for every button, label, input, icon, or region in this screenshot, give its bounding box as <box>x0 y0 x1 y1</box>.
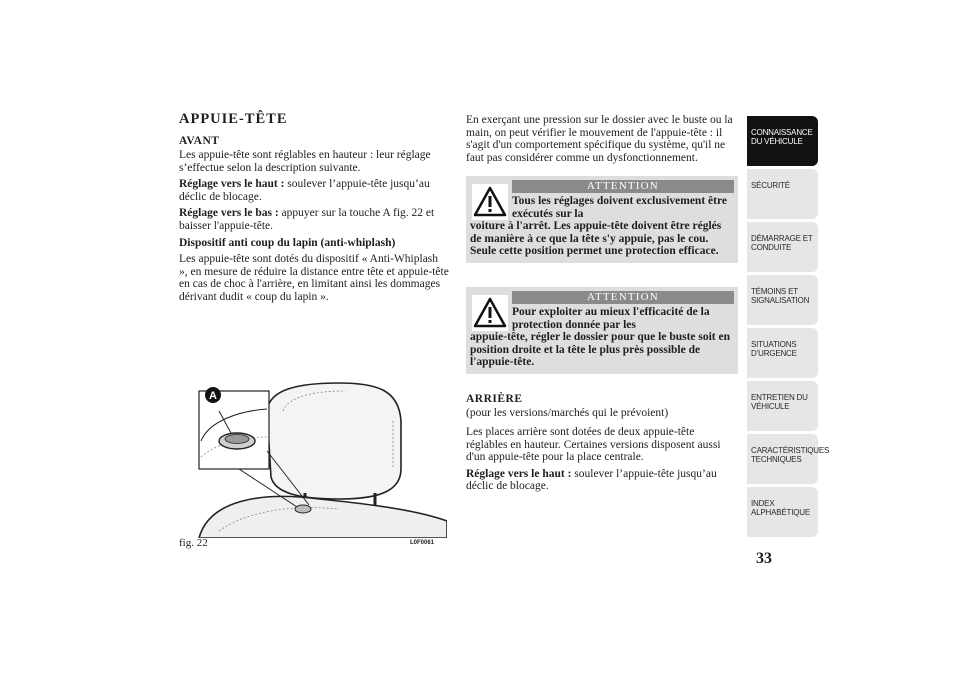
warning-box-2 <box>466 287 738 374</box>
section-title: APPUIE-TÊTE <box>179 111 288 127</box>
tab-index[interactable]: INDEX ALPHABÉTIQUE <box>747 487 818 537</box>
label-down: Réglage vers le bas : <box>179 207 279 220</box>
tab-temoins[interactable]: TÉMOINS ET SIGNALISATION <box>747 275 818 325</box>
text-rear-up: soulever l’appuie-tête jusqu’au déclic de blocage. <box>466 467 717 493</box>
text-down: appuyer sur la touche A fig. 22 et baisser l'appuie-tête. <box>179 207 435 232</box>
right-column <box>466 114 738 497</box>
paragraph-rear-up <box>466 468 738 493</box>
warning-text-2-first: Pour exploiter au mieux l'efficacité de la protection donnée par les <box>512 306 710 331</box>
heading-dispositif <box>179 237 449 250</box>
text-up: soulever l’appuie-tête jusqu’au déclic de blocage. <box>179 178 430 203</box>
chapter-tabs <box>747 116 830 540</box>
warning-text-1-rest: voiture à l'arrêt. Les appuie-tête doivent être réglés de manière à ce que la tête s'y appuie, pas le cou. Seule cette position permet une protection efficace. <box>470 220 722 257</box>
tab-urgence[interactable]: SITUATIONS D’URGENCE <box>747 328 818 378</box>
label-up: Réglage vers le haut : <box>179 178 285 191</box>
page-number: 33 <box>756 550 772 567</box>
paragraph-up <box>179 178 449 203</box>
warning-heading-2: ATTENTION <box>512 291 734 304</box>
tab-securite[interactable]: SÉCURITÉ <box>747 169 818 219</box>
heading-dispositif-text: Dispositif anti coup du lapin (anti-whiplash) <box>179 236 396 249</box>
warning-triangle-icon <box>472 184 508 220</box>
tab-caracteristiques[interactable]: CARACTÉRISTIQUES TECHNIQUES <box>747 434 818 484</box>
warning-text-1-first: Tous les réglages doivent exclusivement être exécutés sur la <box>512 195 727 220</box>
paragraph-intro: Les appuie-tête sont réglables en hauteur : leur réglage s’effectue selon la description suivante. <box>179 149 431 174</box>
paragraph-pressure: En exerçant une pression sur le dossier avec le buste ou la main, on peut vérifier le mouvement de l'appuie-tête : il s'agit d'un comportement spécifique du système, qu'il ne faut pas considérer comme un dysfonctionnement. <box>466 114 733 164</box>
subsection-arriere: ARRIÈRE <box>466 393 523 406</box>
headrest-illustration <box>179 381 447 538</box>
paragraph-down <box>179 207 449 232</box>
warning-triangle-icon <box>472 295 508 331</box>
warning-text-2-rest: appuie-tête, régler le dossier pour que le buste soit en position droite et la tête le plus près possible de l'appuie-tête. <box>470 331 731 369</box>
label-rear-up: Réglage vers le haut : <box>466 467 572 480</box>
figure-caption: fig. 22 <box>179 537 208 549</box>
warning-box-1 <box>466 176 738 263</box>
figure-headrest <box>179 381 447 548</box>
tab-connaissance[interactable]: CONNAISSANCE DU VÉHICULE <box>747 116 818 166</box>
paragraph-rear: Les places arrière sont dotées de deux appuie-tête réglables en hauteur. Certaines versions disposent aussi d'un appuie-tête pour la place centrale. <box>466 426 721 464</box>
tab-demarrage[interactable]: DÉMARRAGE ET CONDUITE <box>747 222 818 272</box>
subsection-avant: AVANT <box>179 135 220 147</box>
warning-heading-1: ATTENTION <box>512 180 734 193</box>
tab-entretien[interactable]: ENTRETIEN DU VÉHICULE <box>747 381 818 431</box>
figure-code: L0F0061 <box>410 540 435 546</box>
left-column <box>179 110 449 308</box>
warning-text-2 <box>470 306 734 368</box>
callout-a: A <box>209 390 217 402</box>
warning-text-1 <box>470 195 734 257</box>
arriere-note: (pour les versions/marchés qui le prévoient) <box>466 407 669 420</box>
paragraph-whiplash: Les appuie-tête sont dotés du dispositif « Anti-Whiplash », en mesure de réduire la distance entre tête et appuie-tête en cas de choc à l'arrière, en limitant ainsi les dommages dérivant dudit « coup du lapin ». <box>179 253 449 303</box>
